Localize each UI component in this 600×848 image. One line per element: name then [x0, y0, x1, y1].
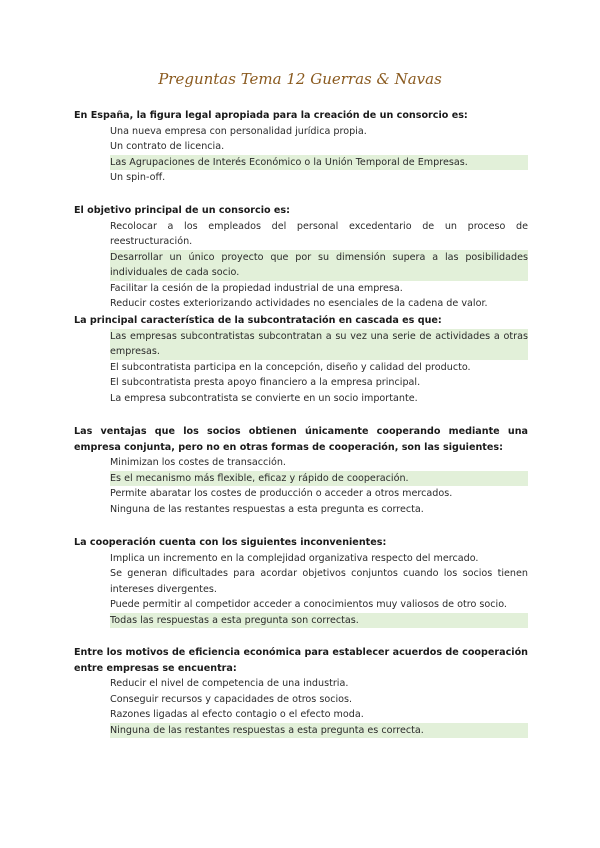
question-block-6	[74, 645, 528, 738]
answer-option-correct: Desarrollar un único proyecto que por su dimensión supera a las posibilidades individuales de cada socio.	[110, 250, 528, 281]
question-block-3	[74, 313, 528, 406]
answer-option-correct: Ninguna de las restantes respuestas a esta pregunta es correcta.	[110, 723, 528, 739]
answer-option: Facilitar la cesión de la propiedad industrial de una empresa.	[110, 282, 403, 294]
question-block-4	[74, 424, 528, 517]
answer-option: Un contrato de licencia.	[110, 141, 225, 152]
question-text: Las ventajas que los socios obtienen únicamente cooperando mediante una empresa conjunta, pero no en otras formas de cooperación, son las siguientes:	[74, 426, 528, 453]
answer-option: El subcontratista presta apoyo financiero a la empresa principal.	[110, 377, 421, 388]
answer-option: El subcontratista participa en la concepción, diseño y calidad del producto.	[110, 361, 471, 373]
question-text: La cooperación cuenta con los siguientes inconvenientes:	[74, 537, 387, 548]
answer-option: Puede permitir al competidor acceder a conocimientos muy valiosos de otro socio.	[110, 599, 507, 610]
answer-option-correct: Es el mecanismo más flexible, eficaz y rápido de cooperación.	[110, 471, 528, 487]
page-title: Preguntas Tema 12 Guerras & Navas	[158, 70, 442, 88]
question-text: Entre los motivos de eficiencia económica para establecer acuerdos de cooperación entre empresas se encuentra:	[74, 647, 528, 674]
question-text: En España, la figura legal apropiada para la creación de un consorcio es:	[74, 110, 468, 121]
answer-list	[74, 219, 528, 312]
answer-option-correct: Las Agrupaciones de Interés Económico o la Unión Temporal de Empresas.	[110, 155, 528, 171]
answer-list	[74, 551, 528, 629]
answer-option: Se generan dificultades para acordar objetivos conjuntos cuando los socios tienen intereses divergentes.	[110, 568, 528, 595]
answer-option-correct: Todas las respuestas a esta pregunta son correctas.	[110, 613, 528, 629]
question-block-2	[74, 203, 528, 312]
question-block-1	[74, 108, 528, 186]
answer-option-correct: Las empresas subcontratistas subcontratan a su vez una serie de actividades a otras empresas.	[110, 329, 528, 360]
answer-list	[74, 455, 528, 517]
answer-option: Razones ligadas al efecto contagio o el efecto moda.	[110, 709, 364, 720]
question-block-5	[74, 535, 528, 628]
answer-list	[74, 676, 528, 738]
answer-option: Permite abaratar los costes de producción o acceder a otros mercados.	[110, 488, 453, 499]
answer-list	[74, 124, 528, 186]
answer-option: Reducir el nivel de competencia de una industria.	[110, 678, 349, 689]
answer-option: Recolocar a los empleados del personal excedentario de un proceso de reestructuración.	[110, 220, 528, 247]
question-text: La principal característica de la subcontratación en cascada es que:	[74, 315, 442, 326]
answer-option: Una nueva empresa con personalidad jurídica propia.	[110, 125, 367, 137]
answer-option: Ninguna de las restantes respuestas a esta pregunta es correcta.	[110, 503, 424, 515]
answer-option: Reducir costes exteriorizando actividades no esenciales de la cadena de valor.	[110, 298, 488, 309]
answer-option: La empresa subcontratista se convierte en un socio importante.	[110, 392, 418, 404]
question-text: El objetivo principal de un consorcio es:	[74, 205, 290, 216]
answer-list	[74, 329, 528, 407]
answer-option: Implica un incremento en la complejidad organizativa respecto del mercado.	[110, 552, 479, 564]
answer-option: Un spin-off.	[110, 172, 166, 183]
answer-option: Minimizan los costes de transacción.	[110, 457, 286, 468]
answer-option: Conseguir recursos y capacidades de otros socios.	[110, 693, 353, 705]
